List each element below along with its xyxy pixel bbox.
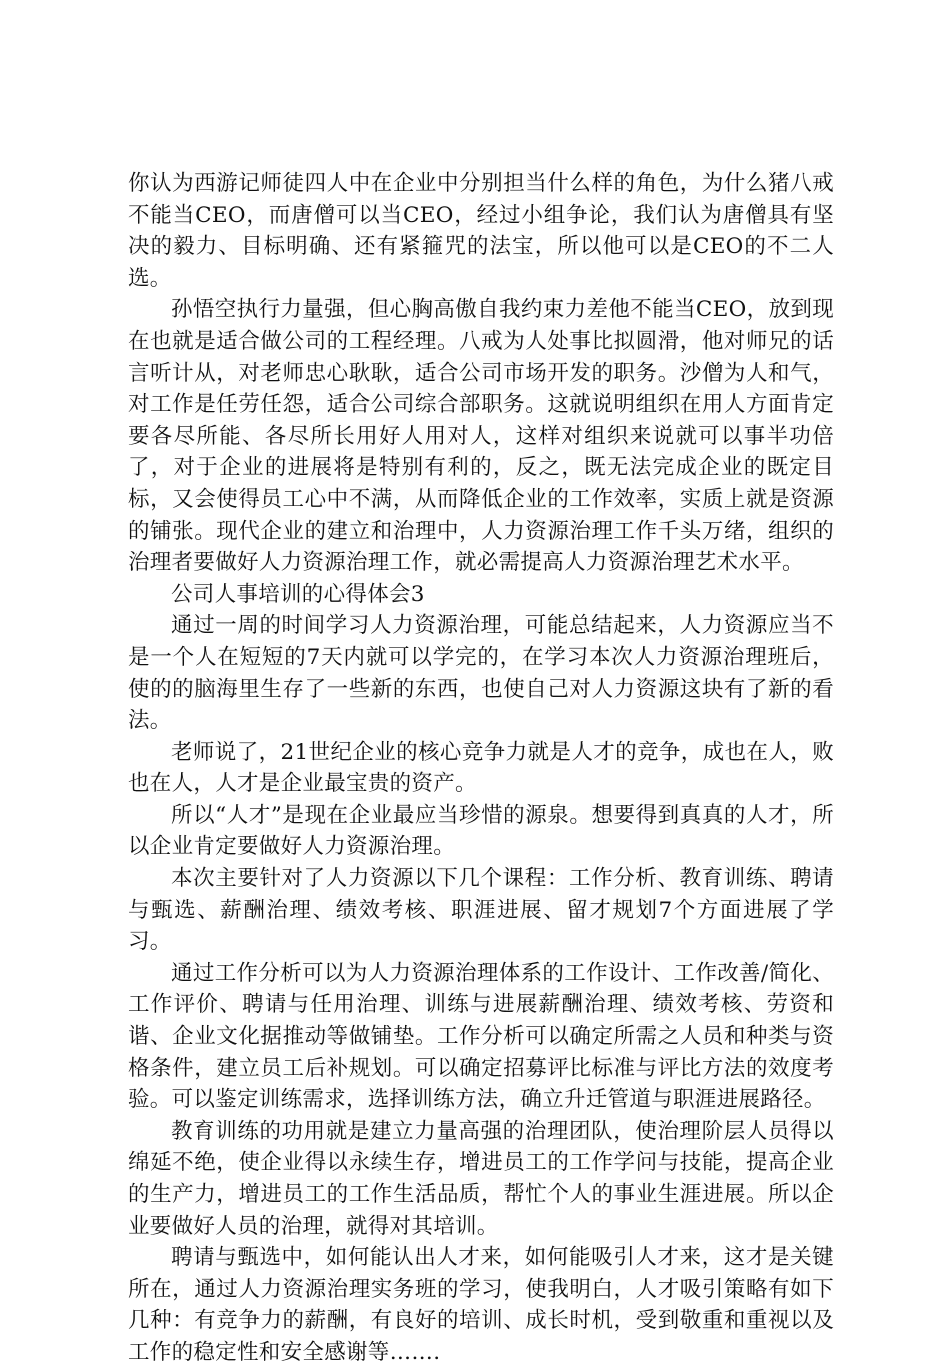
section-heading: 公司人事培训的心得体会3 [171, 581, 425, 607]
paragraph-course-list: 本次主要针对了人力资源以下几个课程：工作分析、教育训练、聘请与甄选、薪酬治理、绩效考核、职涯进展、留才规划7个方面进展了学习。 [128, 866, 834, 955]
paragraph-education-training: 教育训练的功用就是建立力量高强的治理团队，使治理阶层人员得以绵延不绝，使企业得以永续生存，增进员工的工作学问与技能，提高企业的生产力，增进员工的工作生活品质，帮忙个人的事业生涯进展。所以企业要做好人员的治理，就得对其培训。 [128, 1118, 834, 1239]
paragraph-talent-competition: 老师说了，21世纪企业的核心竞争力就是人才的竞争，成也在人，败也在人，人才是企业最宝贵的资产。 [128, 739, 834, 797]
paragraph-talent-source: 所以“人才”是现在企业最应当珍惜的源泉。想要得到真真的人才，所以企业肯定要做好人力资源治理。 [128, 802, 834, 860]
paragraph-recruitment-selection: 聘请与甄选中，如何能认出人才来，如何能吸引人才来，这才是关键所在，通过人力资源治理实务班的学习，使我明白，人才吸引策略有如下几种：有竞争力的薪酬，有良好的培训、成长时机，受到敬重和重视以及工作的稳定性和安全感谢等……. [128, 1245, 834, 1365]
paragraph-team-role-analysis: 孙悟空执行力量强，但心胸高傲自我约束力差他不能当CEO，放到现在也就是适合做公司的工程经理。八戒为人处事比拟圆滑，他对师兄的话言听计从，对老师忠心耿耿，适合公司市场开发的职务。沙僧为人和气，对工作是任劳任怨，适合公司综合部职务。这就说明组织在用人方面肯定要各尽所能、各尽所长用好人用对人，这样对组织来说就可以事半功倍了，对于企业的进展将是特别有利的，反之，既无法完成企业的既定目标，又会使得员工心中不满，从而降低企业的工作效率，实质上就是资源的铺张。现代企业的建立和治理中，人力资源治理工作千头万绪，组织的治理者要做好人力资源治理工作，就必需提高人力资源治理艺术水平。 [128, 297, 834, 576]
document-body [128, 168, 834, 1369]
paragraph-job-analysis: 通过工作分析可以为人力资源治理体系的工作设计、工作改善/简化、工作评价、聘请与任用治理、训练与进展薪酬治理、绩效考核、劳资和谐、企业文化据推动等做铺垫。工作分析可以确定所需之人员和种类与资格条件，建立员工后补规划。可以确定招募评比标准与评比方法的效度考验。可以鉴定训练需求，选择训练方法，确立升迁管道与职涯进展路径。 [128, 960, 834, 1113]
paragraph-journey-west-roles: 你认为西游记师徒四人中在企业中分别担当什么样的角色，为什么猪八戒不能当CEO，而唐僧可以当CEO，经过小组争论，我们认为唐僧具有坚决的毅力、目标明确、还有紧箍咒的法宝，所以他可以是CEO的不二人选。 [128, 171, 834, 291]
paragraph-one-week-study: 通过一周的时间学习人力资源治理，可能总结起来，人力资源应当不是一个人在短短的7天内就可以学完的，在学习本次人力资源治理班后，使的的脑海里生存了一些新的东西，也使自己对人力资源这块有了新的看法。 [128, 613, 834, 734]
